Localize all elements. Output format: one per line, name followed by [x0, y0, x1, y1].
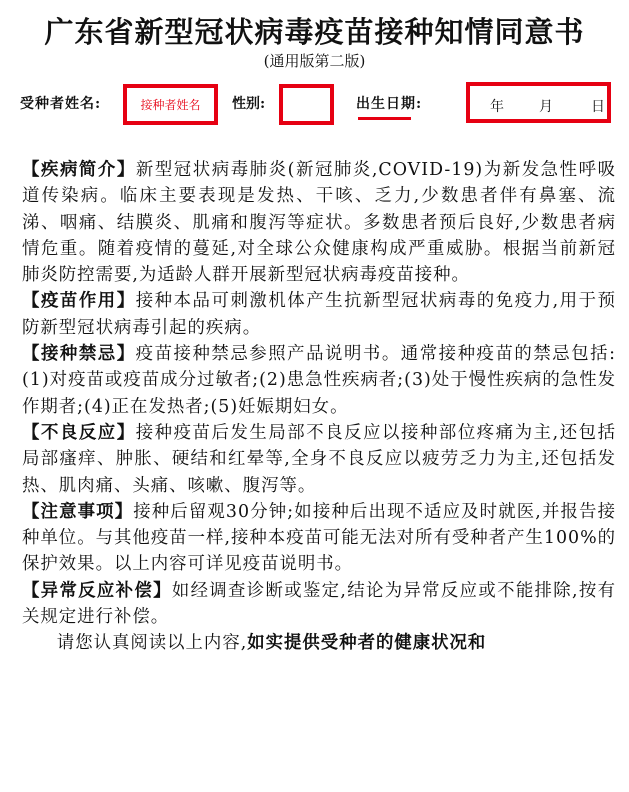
dob-month-label: 月: [539, 99, 553, 115]
closing-bold-text: 如实提供受种者的健康状况和: [247, 633, 487, 654]
section-text: 新型冠状病毒肺炎(新冠肺炎,COVID-19)为新发急性呼吸道传染病。临床主要表现是发热、干咳、乏力,少数患者伴有鼻塞、流涕、咽痛、结膜炎、肌痛和腹泻等症状。多数患者预后良好,少数患者病情危重。随着疫情的蔓延,对全球公众健康构成严重威胁。根据当前新冠肺炎防控需要,为适龄人群开展新型冠状病毒疫苗接种。: [22, 160, 616, 286]
section-text: 疫苗接种禁忌参照产品说明书。通常接种疫苗的禁忌包括:(1)对疫苗或疫苗成分过敏者;(2)患急性疾病者;(3)处于慢性疾病的急性发作期者;(4)正在发热者;(5)妊娠期妇女。: [22, 344, 616, 417]
document-body: [22, 157, 616, 657]
section-title: 【接种禁忌】: [22, 344, 136, 365]
gender-field-box[interactable]: [279, 84, 334, 125]
section-contraindications: [22, 341, 616, 420]
document-title: 广东省新型冠状病毒疫苗接种知情同意书: [44, 15, 585, 49]
section-title: 【疾病简介】: [22, 160, 136, 180]
closing-paragraph: [22, 630, 616, 656]
section-disease-intro: [22, 157, 616, 288]
section-precautions: [22, 499, 616, 578]
dob-year-label: 年: [490, 99, 504, 115]
section-title: 【注意事项】: [22, 501, 134, 522]
name-label: 受种者姓名:: [20, 96, 102, 112]
section-title: 【不良反应】: [22, 422, 136, 443]
section-text: 接种后留观30分钟;如接种后出现不适应及时就医,并报告接种单位。与其他疫苗一样,接种本疫苗可能无法对所有受种者产生100%的保护效果。以上内容可详见疫苗说明书。: [22, 501, 616, 575]
dob-label: 出生日期:: [356, 96, 423, 112]
name-placeholder: 接种者姓名: [140, 98, 201, 112]
dob-day-label: 日: [591, 99, 605, 115]
section-compensation: [22, 578, 616, 631]
dob-field-box[interactable]: [466, 82, 611, 123]
section-adverse-reactions: [22, 420, 616, 499]
section-text: 接种本品可刺激机体产生抗新型冠状病毒的免疫力,用于预防新型冠状病毒引起的疾病。: [22, 291, 616, 338]
section-vaccine-effect: [22, 288, 616, 341]
section-title: 【异常反应补偿】: [22, 580, 172, 601]
section-title: 【疫苗作用】: [22, 291, 136, 312]
closing-text: 请您认真阅读以上内容,: [56, 633, 248, 654]
dob-underline: [358, 117, 411, 120]
section-text: 接种疫苗后发生局部不良反应以接种部位疼痛为主,还包括局部瘙痒、肿胀、硬结和红晕等,全身不良反应以疲劳乏力为主,还包括发热、肌肉痛、头痛、咳嗽、腹泻等。: [22, 422, 616, 496]
section-text: 如经调查诊断或鉴定,结论为异常反应或不能排除,按有关规定进行补偿。: [22, 580, 616, 628]
document-subtitle: (通用版第二版): [263, 52, 366, 70]
name-field-box[interactable]: [123, 84, 218, 125]
gender-label: 性别:: [232, 96, 266, 112]
